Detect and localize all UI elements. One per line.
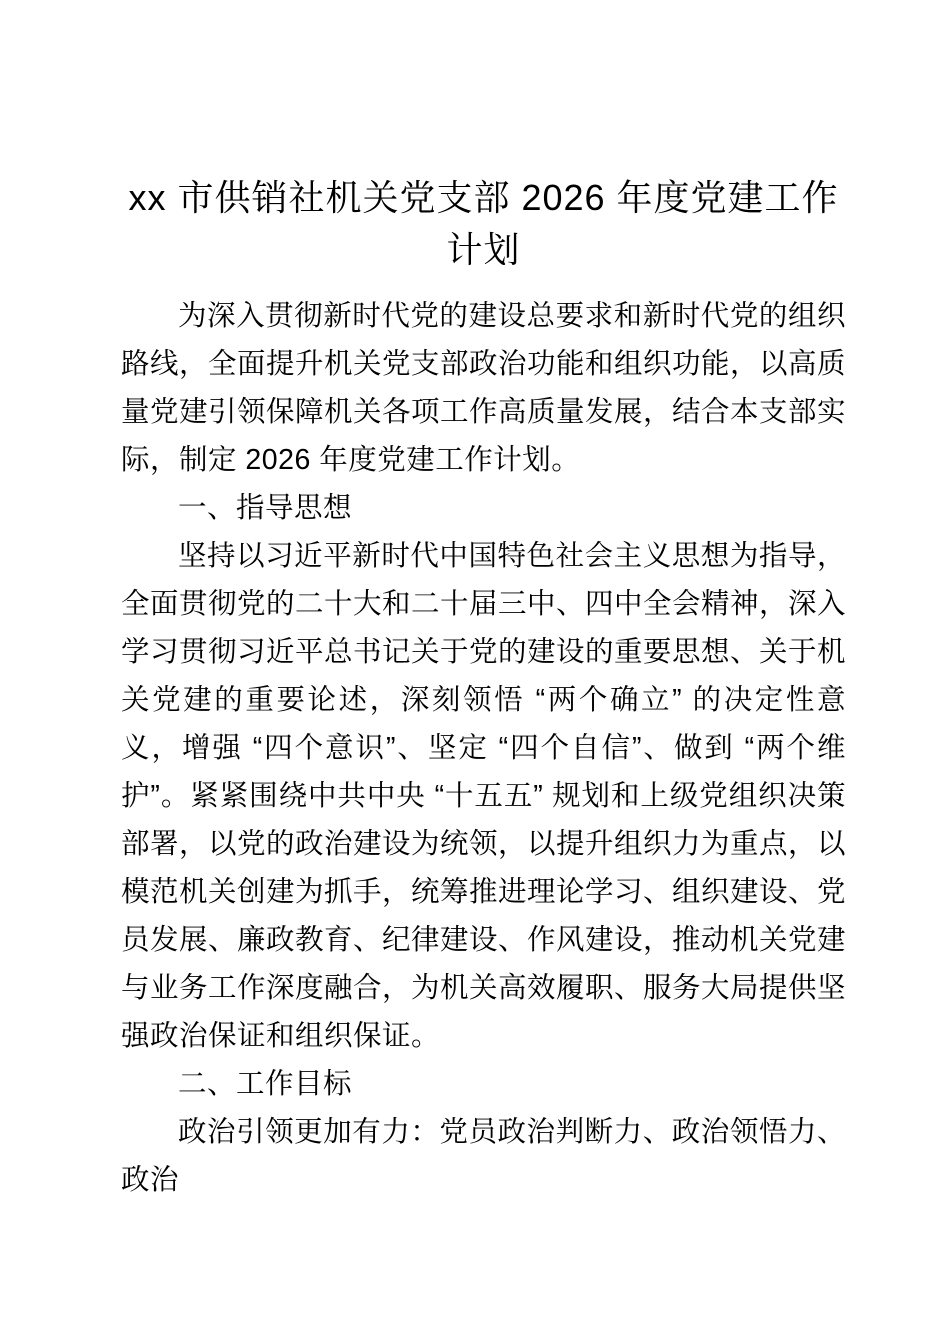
document-title: xx 市供销社机关党支部 2026 年度党建工作计划 (128, 177, 839, 270)
section-1-heading: 一、指导思想 (178, 492, 353, 524)
section-2-paragraph: 政治引领更加有力：党员政治判断力、政治领悟力、政治 (121, 1116, 846, 1196)
section-2-heading: 二、工作目标 (178, 1068, 353, 1100)
section-1-paragraph: 坚持以习近平新时代中国特色社会主义思想为指导，全面贯彻党的二十大和二十届三中、四中全会精神，深入学习贯彻习近平总书记关于党的建设的重要思想、关于机关党建的重要论述，深刻领悟 “两个确立” 的决定性意义，增强 “四个意识”、坚定 “四个自信”、做到 “两个维护”。紧紧围绕中共中央 “十五五” 规划和上级党组织决策部署，以党的政治建设为统领，以提升组织力为重点，以模范机关创建为抓手，统筹推进理论学习、组织建设、党员发展、廉政教育、纪律建设、作风建设，推动机关党建与业务工作深度融合，为机关高效履职、服务大局提供坚强政治保证和组织保证。 (121, 540, 847, 1052)
intro-paragraph: 为深入贯彻新时代党的建设总要求和新时代党的组织路线，全面提升机关党支部政治功能和组织功能，以高质量党建引领保障机关各项工作高质量发展，结合本支部实际，制定 2026 年度党建工作计划。 (121, 300, 847, 476)
